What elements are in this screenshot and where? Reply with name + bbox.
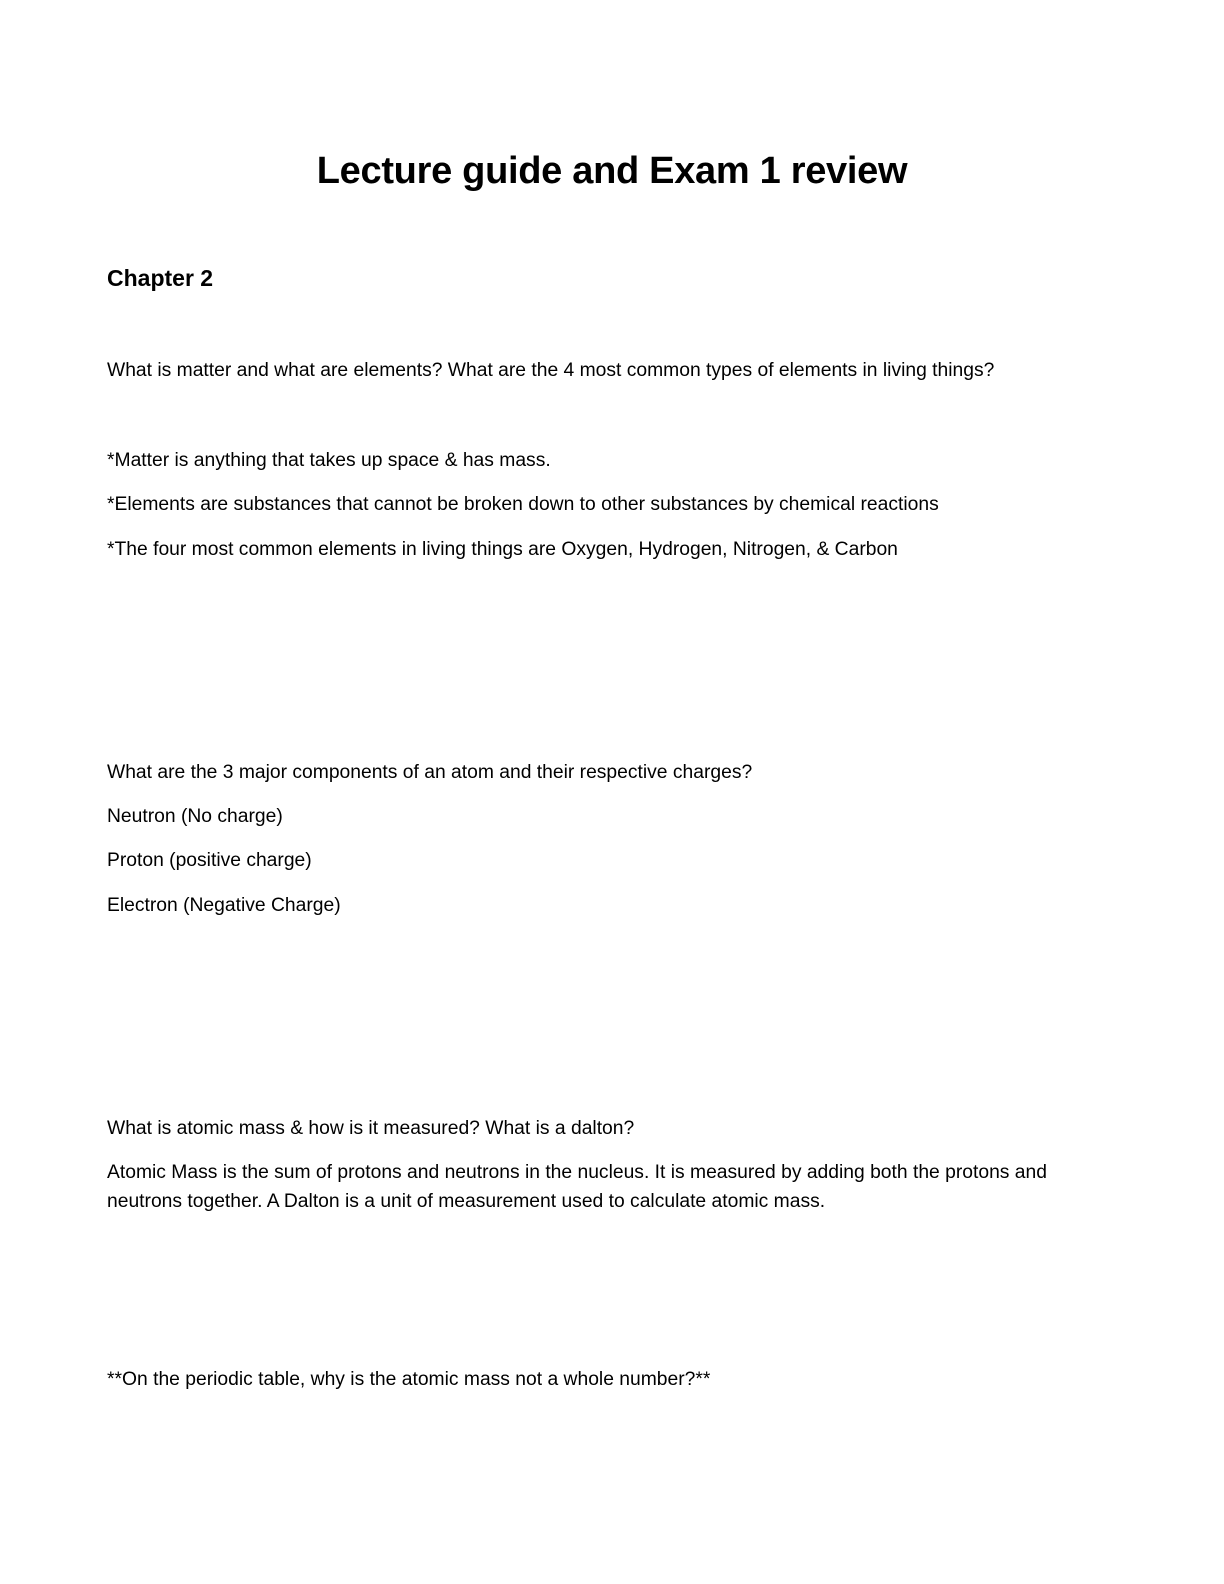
section4-question: **On the periodic table, why is the atomic mass not a whole number?** — [107, 1369, 711, 1390]
section1-answer-elements: *Elements are substances that cannot be broken down to other substances by chemical reactions — [107, 494, 939, 515]
section2-answer-electron: Electron (Negative Charge) — [107, 895, 341, 916]
section1-answer-matter: *Matter is anything that takes up space & has mass. — [107, 450, 551, 471]
section1-question: What is matter and what are elements? What are the 4 most common types of elements in living things? — [107, 360, 995, 381]
section3-question: What is atomic mass & how is it measured? What is a dalton? — [107, 1118, 635, 1139]
section2-answer-proton: Proton (positive charge) — [107, 850, 312, 871]
section3-answer: Atomic Mass is the sum of protons and neutrons in the nucleus. It is measured by adding both the protons and neutrons together. A Dalton is a unit of measurement used to calculate atomic mass. — [107, 1162, 1047, 1212]
section2-answer-neutron: Neutron (No charge) — [107, 806, 283, 827]
section1-answer-common-elements: *The four most common elements in living things are Oxygen, Hydrogen, Nitrogen, & Carbon — [107, 539, 898, 560]
document-title: Lecture guide and Exam 1 review — [316, 150, 908, 192]
chapter-heading: Chapter 2 — [107, 265, 214, 291]
section2-question: What are the 3 major components of an atom and their respective charges? — [107, 762, 753, 783]
